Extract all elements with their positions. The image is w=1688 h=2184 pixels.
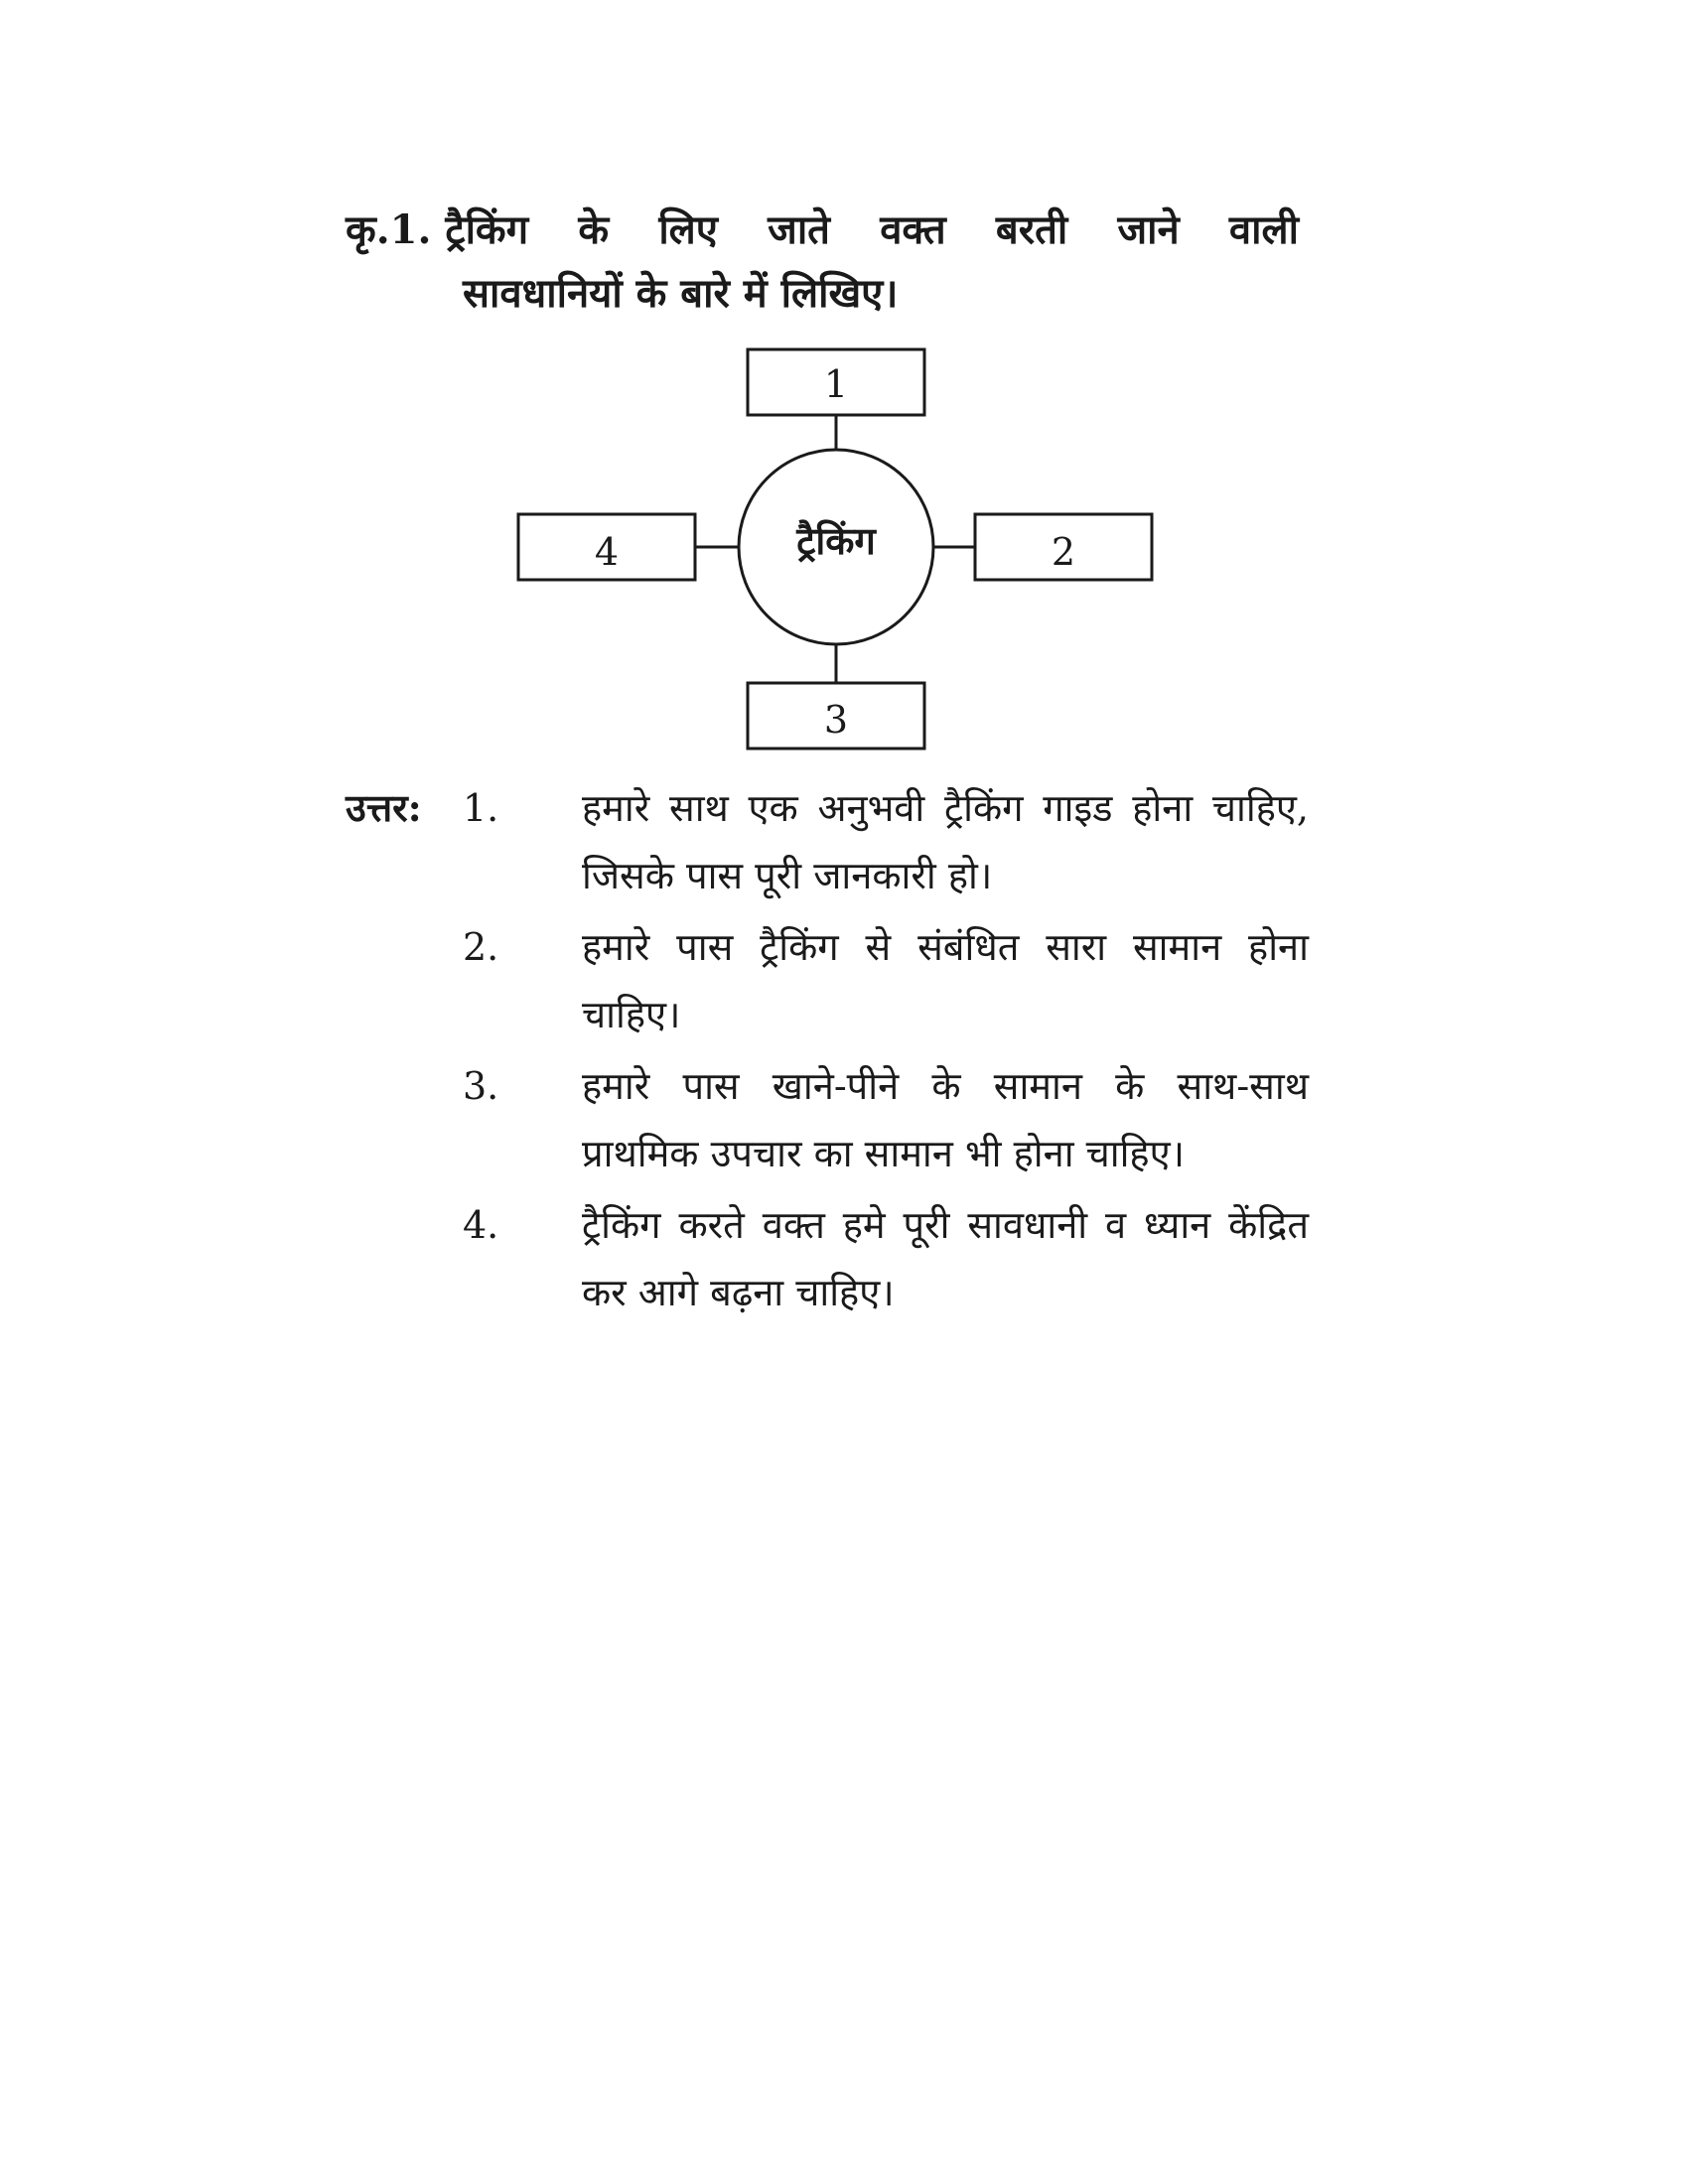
box-left-label: 4 xyxy=(594,530,620,574)
answer-item xyxy=(346,1052,1309,1187)
question-number: कृ.1. xyxy=(346,206,432,253)
answer-item-text: हमारे पास खाने-पीने के सामान के साथ-साथ प्राथमिक उपचार का सामान भी होना चाहिए। xyxy=(582,1064,1309,1175)
answer-item xyxy=(346,913,1309,1048)
answer-item xyxy=(346,774,1309,909)
center-circle xyxy=(739,450,933,644)
answer-block xyxy=(346,774,1309,1330)
box-top-label: 1 xyxy=(823,362,849,406)
question-text-line-2: सावधानियों के बारे में लिखिए। xyxy=(463,270,899,317)
center-label: ट्रैकिंग xyxy=(796,518,876,563)
question-block xyxy=(346,199,1299,326)
box-right-frame xyxy=(975,514,1152,580)
answer-item-number: 3. xyxy=(463,1064,499,1108)
answer-item-number: 1. xyxy=(463,786,499,830)
answer-item-number: 4. xyxy=(463,1203,499,1247)
answer-item-number: 2. xyxy=(463,925,499,969)
answer-label: उत्तर: xyxy=(346,785,422,830)
box-top-frame xyxy=(748,349,924,415)
answer-item-text: हमारे साथ एक अनुभवी ट्रैकिंग गाइड होना चाहिए, जिसके पास पूरी जानकारी हो। xyxy=(582,786,1309,897)
box-bottom-label: 3 xyxy=(823,698,849,742)
answer-item xyxy=(346,1191,1309,1326)
answer-item-text: ट्रैकिंग करते वक्त हमे पूरी सावधानी व ध्यान केंद्रित कर आगे बढ़ना चाहिए। xyxy=(582,1203,1309,1314)
box-left-frame xyxy=(518,514,695,580)
box-right-label: 2 xyxy=(1051,530,1076,574)
answer-item-text: हमारे पास ट्रैकिंग से संबंधित सारा सामान होना चाहिए। xyxy=(582,925,1309,1036)
box-bottom-frame xyxy=(748,683,924,749)
question-text-line-1: ट्रैकिंग के लिए जाते वक्त बरती जाने वाली xyxy=(445,206,1299,253)
